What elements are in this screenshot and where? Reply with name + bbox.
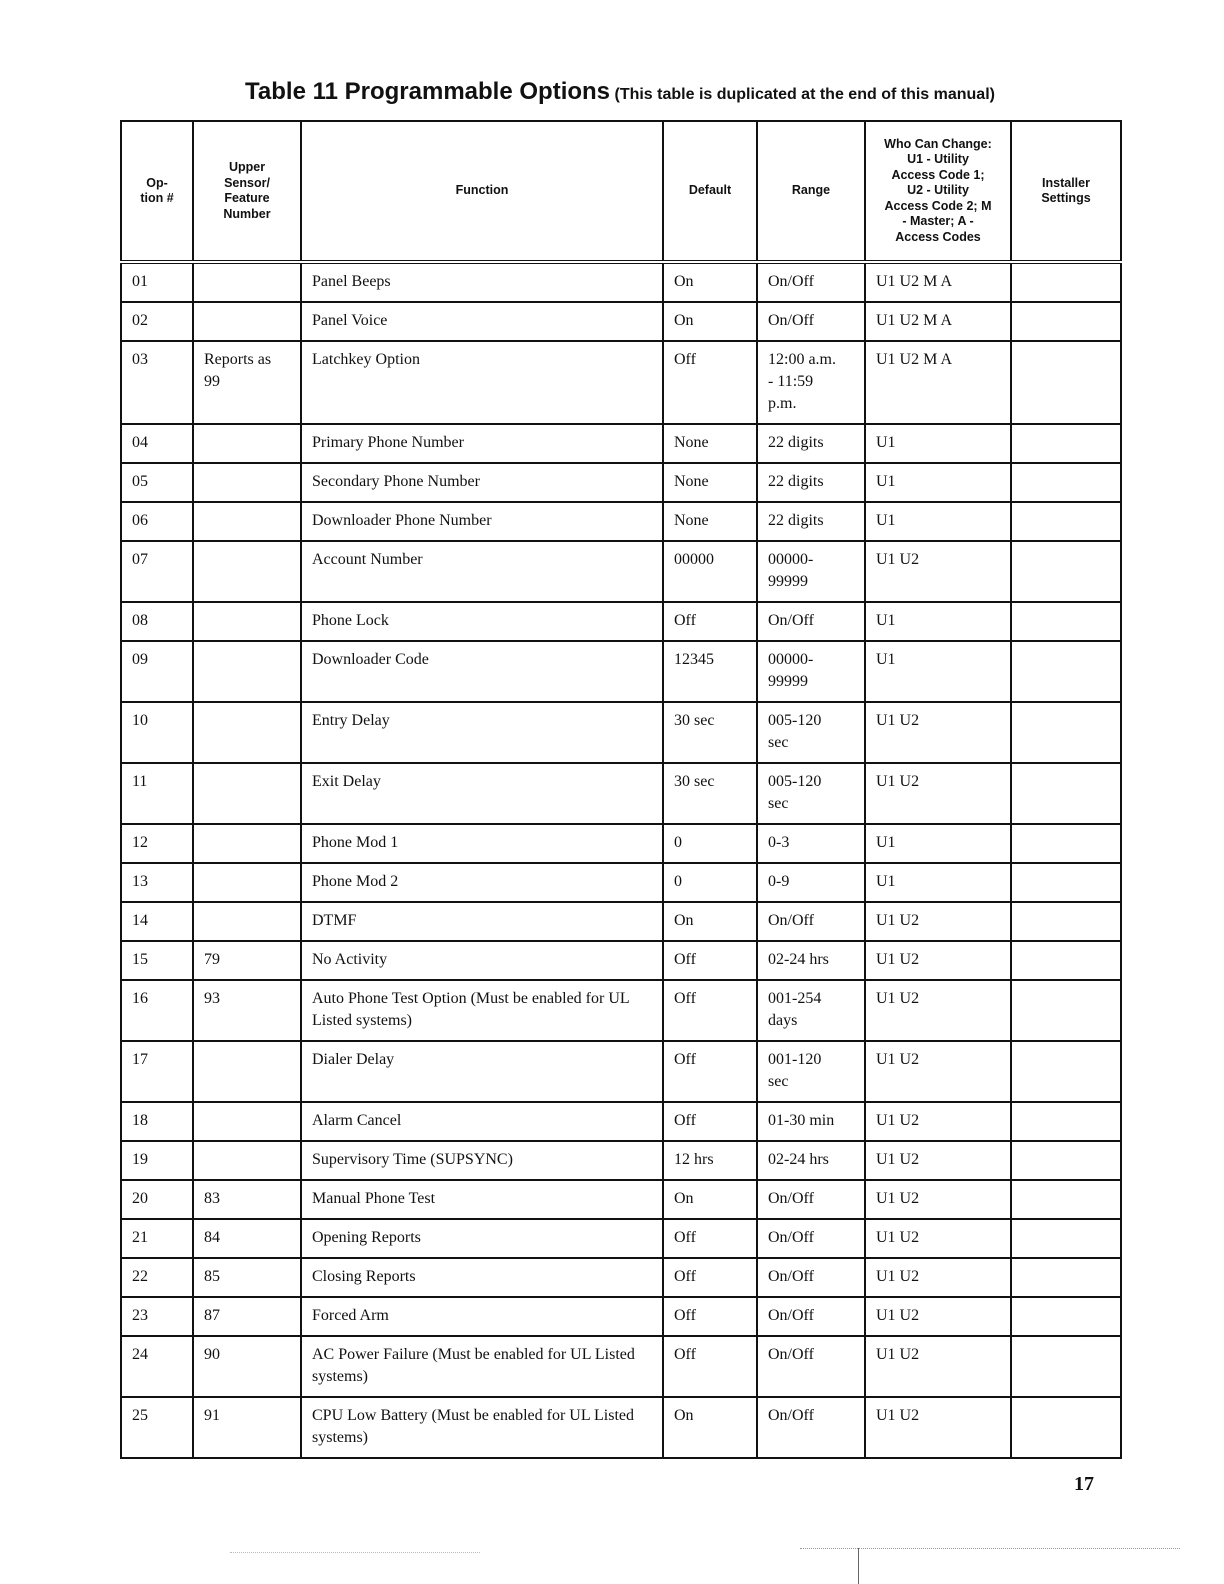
- cell-range: 001-120 sec: [757, 1041, 865, 1102]
- cell-default: 00000: [663, 541, 757, 602]
- header-who-can-change: Who Can Change: U1 - Utility Access Code 1; U2 - Utility Access Code 2; M - Master; A - Access Codes: [865, 121, 1011, 262]
- cell-sensor: 93: [193, 980, 301, 1041]
- cell-sensor: [193, 763, 301, 824]
- programmable-options-table: [120, 120, 1122, 1459]
- cell-who: U1 U2 M A: [865, 262, 1011, 302]
- cell-who: U1 U2: [865, 980, 1011, 1041]
- cell-option: 01: [121, 262, 193, 302]
- cell-range: 005-120 sec: [757, 763, 865, 824]
- cell-who: U1: [865, 824, 1011, 863]
- cell-option: 20: [121, 1180, 193, 1219]
- cell-who: U1 U2: [865, 1258, 1011, 1297]
- table-title: [120, 78, 1120, 106]
- cell-default: On: [663, 1397, 757, 1458]
- cell-sensor: Reports as 99: [193, 341, 301, 424]
- table-row: [121, 424, 1121, 463]
- cell-option: 12: [121, 824, 193, 863]
- cell-sensor: 79: [193, 941, 301, 980]
- table-row: [121, 602, 1121, 641]
- cell-who: U1: [865, 641, 1011, 702]
- cell-who: U1: [865, 602, 1011, 641]
- cell-sensor: 83: [193, 1180, 301, 1219]
- cell-option: 10: [121, 702, 193, 763]
- cell-who: U1 U2 M A: [865, 302, 1011, 341]
- cell-option: 25: [121, 1397, 193, 1458]
- cell-installer: [1011, 502, 1121, 541]
- cell-installer: [1011, 1336, 1121, 1397]
- cell-sensor: [193, 302, 301, 341]
- cell-function: Downloader Phone Number: [301, 502, 663, 541]
- header-range: Range: [757, 121, 865, 262]
- cell-sensor: [193, 1141, 301, 1180]
- cell-sensor: 90: [193, 1336, 301, 1397]
- cell-sensor: [193, 541, 301, 602]
- cell-range: 0-3: [757, 824, 865, 863]
- cell-range: On/Off: [757, 1297, 865, 1336]
- table-row: [121, 702, 1121, 763]
- table-title-note: (This table is duplicated at the end of this manual): [614, 86, 995, 103]
- cell-option: 18: [121, 1102, 193, 1141]
- cell-default: 0: [663, 824, 757, 863]
- cell-option: 15: [121, 941, 193, 980]
- cell-range: 02-24 hrs: [757, 941, 865, 980]
- cell-installer: [1011, 341, 1121, 424]
- cell-option: 08: [121, 602, 193, 641]
- cell-sensor: 91: [193, 1397, 301, 1458]
- cell-installer: [1011, 541, 1121, 602]
- table-row: [121, 863, 1121, 902]
- cell-option: 11: [121, 763, 193, 824]
- table-row: [121, 980, 1121, 1041]
- cell-default: Off: [663, 341, 757, 424]
- cell-function: Closing Reports: [301, 1258, 663, 1297]
- cell-default: Off: [663, 1102, 757, 1141]
- cell-who: U1 U2: [865, 941, 1011, 980]
- cell-installer: [1011, 1297, 1121, 1336]
- cell-sensor: [193, 602, 301, 641]
- table-row: [121, 1102, 1121, 1141]
- table-row: [121, 341, 1121, 424]
- cell-installer: [1011, 824, 1121, 863]
- cell-installer: [1011, 1397, 1121, 1458]
- table-row: [121, 463, 1121, 502]
- header-row: [121, 121, 1121, 262]
- cell-range: On/Off: [757, 1180, 865, 1219]
- cell-sensor: [193, 641, 301, 702]
- cell-default: 30 sec: [663, 763, 757, 824]
- cell-function: Latchkey Option: [301, 341, 663, 424]
- cell-range: 22 digits: [757, 424, 865, 463]
- cell-who: U1 U2: [865, 1397, 1011, 1458]
- cell-range: 22 digits: [757, 463, 865, 502]
- header-default: Default: [663, 121, 757, 262]
- table-row: [121, 1041, 1121, 1102]
- cell-who: U1 U2: [865, 902, 1011, 941]
- cell-option: 17: [121, 1041, 193, 1102]
- table-row: [121, 824, 1121, 863]
- footer-tick-mark: [858, 1548, 859, 1584]
- cell-sensor: [193, 702, 301, 763]
- cell-default: On: [663, 262, 757, 302]
- cell-range: 02-24 hrs: [757, 1141, 865, 1180]
- cell-installer: [1011, 1180, 1121, 1219]
- cell-installer: [1011, 262, 1121, 302]
- cell-default: 12345: [663, 641, 757, 702]
- cell-range: 001-254 days: [757, 980, 865, 1041]
- cell-installer: [1011, 1041, 1121, 1102]
- cell-range: On/Off: [757, 1258, 865, 1297]
- cell-default: 0: [663, 863, 757, 902]
- cell-function: AC Power Failure (Must be enabled for UL Listed systems): [301, 1336, 663, 1397]
- table-row: [121, 1336, 1121, 1397]
- cell-who: U1: [865, 502, 1011, 541]
- cell-option: 07: [121, 541, 193, 602]
- table-row: [121, 1219, 1121, 1258]
- cell-default: Off: [663, 980, 757, 1041]
- cell-who: U1 U2: [865, 1336, 1011, 1397]
- table-row: [121, 1297, 1121, 1336]
- cell-function: Exit Delay: [301, 763, 663, 824]
- cell-range: 01-30 min: [757, 1102, 865, 1141]
- table-row: [121, 302, 1121, 341]
- cell-who: U1: [865, 863, 1011, 902]
- cell-option: 19: [121, 1141, 193, 1180]
- cell-range: On/Off: [757, 302, 865, 341]
- cell-function: Opening Reports: [301, 1219, 663, 1258]
- cell-default: Off: [663, 1258, 757, 1297]
- footer-rule: [800, 1548, 1180, 1549]
- cell-default: Off: [663, 1297, 757, 1336]
- footer-dotted-line: [230, 1552, 480, 1553]
- cell-function: Secondary Phone Number: [301, 463, 663, 502]
- cell-function: Entry Delay: [301, 702, 663, 763]
- table-row: [121, 1141, 1121, 1180]
- cell-range: 0-9: [757, 863, 865, 902]
- cell-default: On: [663, 302, 757, 341]
- cell-range: 005-120 sec: [757, 702, 865, 763]
- table-row: [121, 262, 1121, 302]
- table-row: [121, 763, 1121, 824]
- cell-sensor: [193, 463, 301, 502]
- cell-sensor: [193, 1102, 301, 1141]
- cell-range: 12:00 a.m. - 11:59 p.m.: [757, 341, 865, 424]
- cell-function: Dialer Delay: [301, 1041, 663, 1102]
- cell-function: Phone Mod 2: [301, 863, 663, 902]
- header-installer-settings: Installer Settings: [1011, 121, 1121, 262]
- cell-function: Auto Phone Test Option (Must be enabled for UL Listed systems): [301, 980, 663, 1041]
- cell-who: U1 U2: [865, 1180, 1011, 1219]
- table-row: [121, 541, 1121, 602]
- cell-default: Off: [663, 1219, 757, 1258]
- cell-function: Forced Arm: [301, 1297, 663, 1336]
- table-row: [121, 502, 1121, 541]
- page-number: 17: [1074, 1473, 1094, 1495]
- cell-option: 04: [121, 424, 193, 463]
- cell-function: DTMF: [301, 902, 663, 941]
- cell-installer: [1011, 1102, 1121, 1141]
- cell-installer: [1011, 980, 1121, 1041]
- cell-option: 16: [121, 980, 193, 1041]
- cell-who: U1 U2: [865, 1102, 1011, 1141]
- cell-function: No Activity: [301, 941, 663, 980]
- cell-range: On/Off: [757, 1219, 865, 1258]
- cell-installer: [1011, 702, 1121, 763]
- cell-installer: [1011, 763, 1121, 824]
- cell-who: U1: [865, 463, 1011, 502]
- cell-function: Downloader Code: [301, 641, 663, 702]
- cell-installer: [1011, 424, 1121, 463]
- cell-function: CPU Low Battery (Must be enabled for UL Listed systems): [301, 1397, 663, 1458]
- cell-default: Off: [663, 941, 757, 980]
- cell-installer: [1011, 863, 1121, 902]
- cell-default: None: [663, 463, 757, 502]
- cell-range: On/Off: [757, 902, 865, 941]
- cell-option: 24: [121, 1336, 193, 1397]
- cell-option: 05: [121, 463, 193, 502]
- cell-function: Panel Beeps: [301, 262, 663, 302]
- cell-who: U1 U2 M A: [865, 341, 1011, 424]
- cell-default: None: [663, 424, 757, 463]
- cell-function: Panel Voice: [301, 302, 663, 341]
- cell-range: On/Off: [757, 262, 865, 302]
- cell-default: On: [663, 902, 757, 941]
- cell-range: On/Off: [757, 1397, 865, 1458]
- cell-sensor: [193, 824, 301, 863]
- cell-who: U1 U2: [865, 763, 1011, 824]
- cell-installer: [1011, 1141, 1121, 1180]
- table-row: [121, 1397, 1121, 1458]
- cell-installer: [1011, 302, 1121, 341]
- cell-sensor: [193, 502, 301, 541]
- cell-who: U1 U2: [865, 541, 1011, 602]
- cell-function: Primary Phone Number: [301, 424, 663, 463]
- cell-installer: [1011, 602, 1121, 641]
- cell-sensor: [193, 863, 301, 902]
- cell-sensor: [193, 902, 301, 941]
- cell-option: 13: [121, 863, 193, 902]
- cell-option: 14: [121, 902, 193, 941]
- header-option: Op- tion #: [121, 121, 193, 262]
- cell-default: 30 sec: [663, 702, 757, 763]
- cell-who: U1 U2: [865, 1297, 1011, 1336]
- table-row: [121, 941, 1121, 980]
- cell-who: U1 U2: [865, 702, 1011, 763]
- cell-range: On/Off: [757, 602, 865, 641]
- cell-default: On: [663, 1180, 757, 1219]
- cell-function: Manual Phone Test: [301, 1180, 663, 1219]
- table-row: [121, 902, 1121, 941]
- table-row: [121, 641, 1121, 702]
- cell-sensor: [193, 262, 301, 302]
- cell-installer: [1011, 941, 1121, 980]
- cell-installer: [1011, 902, 1121, 941]
- cell-default: Off: [663, 1041, 757, 1102]
- cell-range: 00000- 99999: [757, 641, 865, 702]
- cell-function: Alarm Cancel: [301, 1102, 663, 1141]
- cell-sensor: [193, 1041, 301, 1102]
- cell-default: Off: [663, 1336, 757, 1397]
- cell-sensor: 87: [193, 1297, 301, 1336]
- cell-option: 21: [121, 1219, 193, 1258]
- cell-installer: [1011, 1219, 1121, 1258]
- cell-sensor: 84: [193, 1219, 301, 1258]
- cell-option: 09: [121, 641, 193, 702]
- cell-function: Supervisory Time (SUPSYNC): [301, 1141, 663, 1180]
- cell-who: U1: [865, 424, 1011, 463]
- cell-function: Phone Mod 1: [301, 824, 663, 863]
- cell-function: Account Number: [301, 541, 663, 602]
- cell-option: 22: [121, 1258, 193, 1297]
- cell-who: U1 U2: [865, 1041, 1011, 1102]
- header-function: Function: [301, 121, 663, 262]
- cell-who: U1 U2: [865, 1141, 1011, 1180]
- cell-option: 02: [121, 302, 193, 341]
- cell-range: 00000- 99999: [757, 541, 865, 602]
- cell-sensor: [193, 424, 301, 463]
- cell-installer: [1011, 641, 1121, 702]
- cell-option: 23: [121, 1297, 193, 1336]
- cell-option: 06: [121, 502, 193, 541]
- cell-range: On/Off: [757, 1336, 865, 1397]
- cell-range: 22 digits: [757, 502, 865, 541]
- cell-installer: [1011, 1258, 1121, 1297]
- cell-option: 03: [121, 341, 193, 424]
- cell-function: Phone Lock: [301, 602, 663, 641]
- header-sensor: Upper Sensor/ Feature Number: [193, 121, 301, 262]
- table-title-main: Table 11 Programmable Options: [245, 78, 611, 105]
- cell-installer: [1011, 463, 1121, 502]
- cell-who: U1 U2: [865, 1219, 1011, 1258]
- table-row: [121, 1180, 1121, 1219]
- cell-default: 12 hrs: [663, 1141, 757, 1180]
- cell-default: Off: [663, 602, 757, 641]
- cell-default: None: [663, 502, 757, 541]
- cell-sensor: 85: [193, 1258, 301, 1297]
- table-row: [121, 1258, 1121, 1297]
